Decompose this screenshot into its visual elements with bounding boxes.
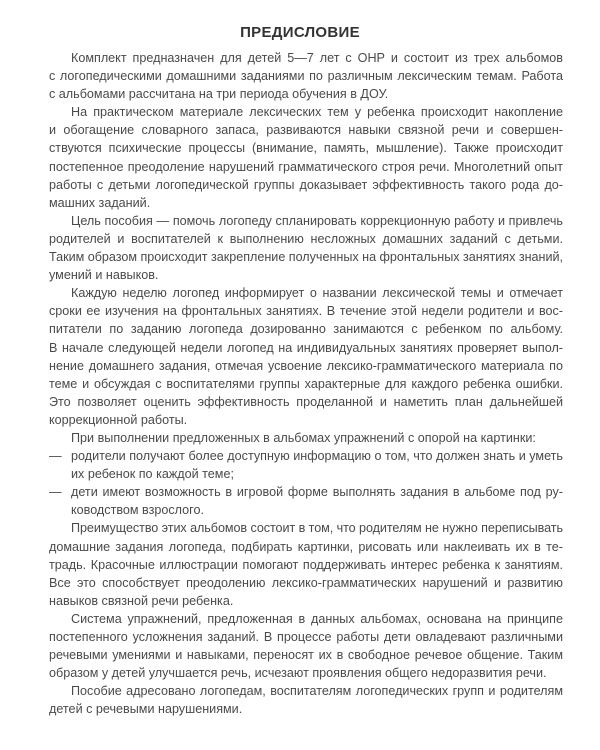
line: [49, 230, 563, 248]
line: [49, 139, 563, 157]
text-line: домашние задания логопеда, подбирать картинки, рисовать или наклеивать их в те-: [49, 539, 563, 554]
text-line: постепенное преодоление нарушений грамматического строя речи. Многолетний опыт: [49, 159, 563, 174]
line: [49, 664, 563, 682]
bullet-dash: —: [49, 449, 62, 464]
text-line: Система упражнений, предложенная в данных альбомах, основана на принципе: [71, 611, 563, 626]
text-line: родители получают более доступную информацию о том, что должен знать и уметь: [71, 449, 563, 464]
text-line: с альбомами рассчитана на три периода обучения в ДОУ.: [49, 87, 389, 102]
text-line: их ребенок по каждой теме;: [71, 467, 234, 482]
text-line: умений и навыков.: [49, 268, 159, 283]
text-line: Пособие адресовано логопедам, воспитателям логопедических групп и родителям: [71, 684, 563, 699]
text-line: навыков связной речи ребенка.: [49, 593, 234, 608]
line: [49, 538, 563, 556]
text-line: родителей и воспитателей к выполнению несложных домашних заданий с детьми.: [49, 231, 563, 246]
text-line: Преимущество этих альбомов состоит в том, что родителям не нужно переписывать: [71, 521, 563, 536]
line: [49, 393, 563, 411]
line: [49, 411, 563, 429]
text-line: с логопедическими домашними заданиями по различным лексическим темам. Работа: [49, 69, 563, 84]
text-line: детей с речевыми нарушениями.: [49, 702, 243, 717]
line: [49, 320, 563, 338]
text-line: В начале следующей недели логопед на индивидуальных занятиях проверяет выпол-: [49, 340, 563, 355]
paragraph: [49, 49, 563, 103]
text-line: и обогащение словарного запаса, развиваются навыки связной речи и совершен-: [49, 123, 563, 138]
text-line: коррекционной работы.: [49, 412, 188, 427]
text-line: Цель пособия — помочь логопеду спланировать коррекционную работу и привлечь: [71, 213, 563, 228]
text-line: ствуются психические процессы (внимание, память, мышление). Также происходит: [49, 141, 563, 156]
paragraph: [49, 429, 563, 447]
text-line: постепенного усложнения заданий. В процессе работы дети овладевают различными: [49, 630, 563, 644]
paragraph: [49, 682, 563, 718]
text-line: образом у детей улучшается речь, исчезают проявления общего недоразвития речи.: [49, 666, 547, 681]
line: [49, 682, 563, 700]
preface-body: [49, 49, 563, 718]
line: [49, 447, 563, 465]
line: [49, 103, 563, 121]
line: [49, 339, 563, 357]
line: [49, 212, 563, 230]
page-title: ПРЕДИСЛОВИЕ: [240, 24, 360, 41]
text-line: традь. Красочные иллюстрации помогают поддерживать интерес ребенка к занятиям.: [49, 557, 563, 572]
line: [49, 67, 563, 85]
paragraph: [49, 519, 563, 609]
bullet-item: [49, 483, 563, 519]
line: [49, 628, 563, 646]
bullet-dash: —: [49, 485, 62, 500]
paragraph: [49, 284, 563, 429]
line: [49, 284, 563, 302]
paragraph: [49, 103, 563, 212]
line: [49, 194, 563, 212]
text-line: Комплект предназначен для детей 5—7 лет с ОНР и состоит из трех альбомов: [71, 51, 563, 65]
line: [49, 610, 563, 628]
line: [49, 519, 563, 537]
text-line: ководством взрослого.: [71, 503, 204, 518]
line: [49, 556, 563, 574]
line: [49, 176, 563, 194]
text-line: питатели по заданию логопеда дозированно занимаются с ребенком по альбому.: [49, 322, 563, 337]
line: [49, 483, 563, 501]
text-line: Таким образом происходит закрепление полученных на фронтальных занятиях знаний,: [49, 250, 563, 265]
text-line: При выполнении предложенных в альбомах упражнений с опорой на картинки:: [71, 430, 536, 445]
line: [49, 700, 563, 718]
text-line: теме и обсуждая с воспитателями группы характерные для каждого ребенка ошибки.: [49, 376, 563, 391]
line: [49, 248, 563, 266]
text-line: Все это способствует преодолению лексико-грамматических нарушений и развитию: [49, 575, 563, 590]
text-line: На практическом материале лексических тем у ребенка происходит накопление: [71, 105, 563, 120]
line: [49, 266, 563, 284]
line: [49, 646, 563, 664]
text-line: машних заданий.: [49, 195, 151, 210]
line: [49, 302, 563, 320]
text-line: дети имеют возможность в игровой форме выполнять задания в альбоме под ру-: [71, 485, 563, 500]
line: [49, 158, 563, 176]
line: [49, 429, 563, 447]
line: [49, 121, 563, 139]
text-line: речевыми умениями и навыками, переносят их в свободное речевое общение. Таким: [49, 648, 563, 663]
line: [49, 592, 563, 610]
text-line: нение домашнего задания, отмечая усвоение лексико-грамматического материала по: [49, 358, 563, 373]
line: [49, 375, 563, 393]
line: [49, 357, 563, 375]
text-line: работы с детьми логопедической группы доказывает эффективность такого рода до-: [49, 177, 563, 192]
text-line: Каждую неделю логопед информирует о названии лексической темы и отмечает: [71, 286, 563, 301]
line: [49, 574, 563, 592]
paragraph: [49, 610, 563, 682]
text-line: Это позволяет оценить эффективность проделанной и наметить план дальнейшей: [49, 394, 563, 409]
bullet-item: [49, 447, 563, 483]
text-line: сроки ее изучения на фронтальных занятиях. В течение этой недели родители и вос-: [49, 304, 563, 319]
line: [49, 85, 563, 103]
line: [49, 49, 563, 67]
line: [49, 465, 563, 483]
line: [49, 501, 563, 519]
paragraph: [49, 212, 563, 284]
